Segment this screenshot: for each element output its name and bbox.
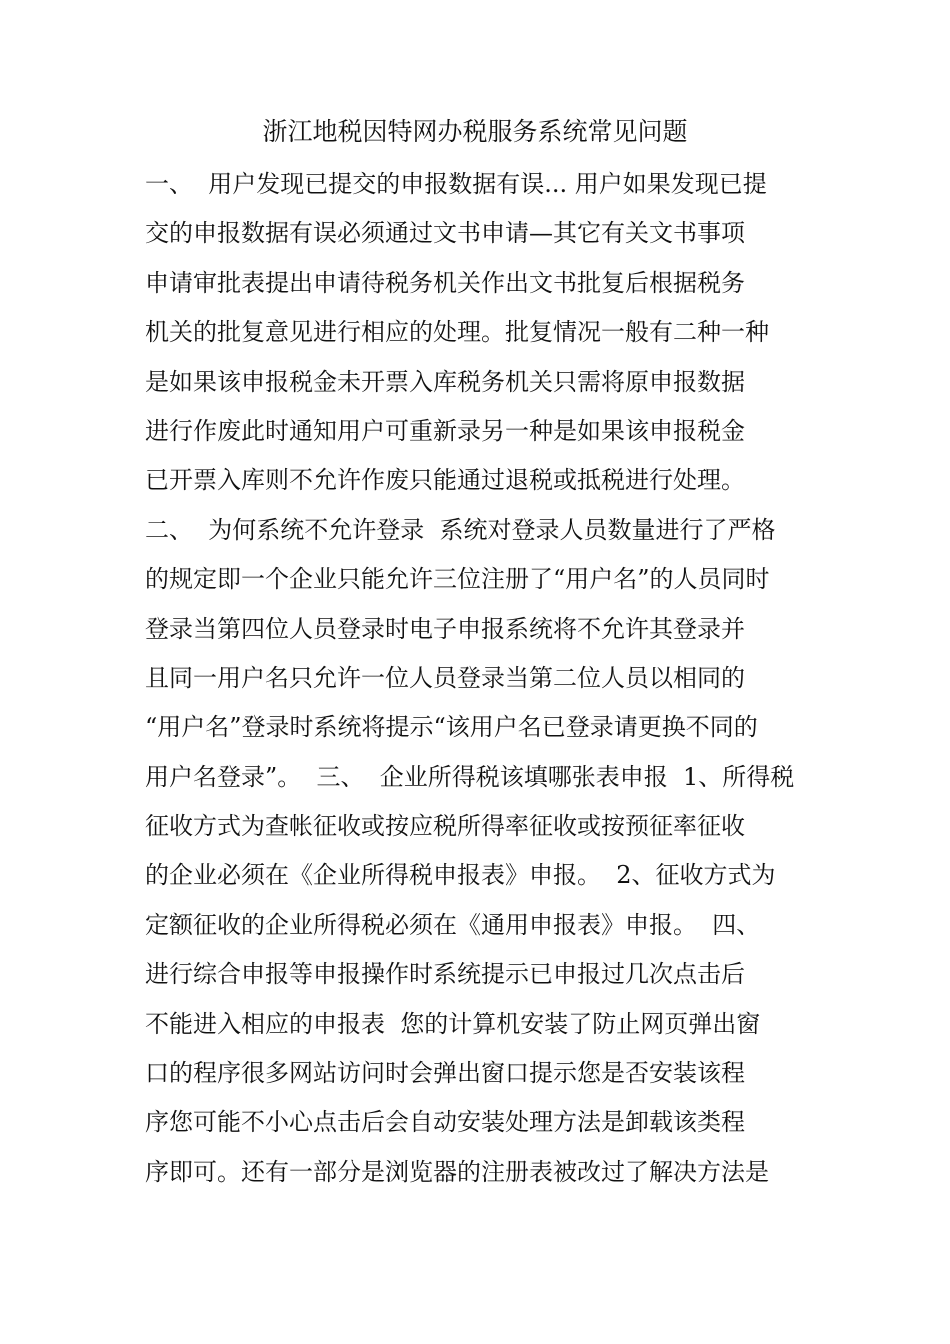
text-line: 且同一用户名只允许一位人员登录当第二位人员以相同的 — [145, 663, 745, 692]
text-line: 机关的批复意见进行相应的处理。批复情况一般有二种一种 — [145, 318, 769, 347]
text-line: 征收方式为查帐征收或按应税所得率征收或按预征率征收 — [145, 812, 745, 841]
text-line: 口的程序很多网站访问时会弹出窗口提示您是否安装该程 — [145, 1059, 745, 1088]
text-line: 不能进入相应的申报表 您的计算机安装了防止网页弹出窗 — [145, 1009, 761, 1038]
text-line: 进行综合申报等申报操作时系统提示已申报过几次点击后 — [145, 960, 745, 989]
text-line: 一、 用户发现已提交的申报数据有误... 用户如果发现已提 — [145, 170, 767, 198]
text-line: 是如果该申报税金未开票入库税务机关只需将原申报数据 — [145, 367, 745, 396]
text-line: 的企业必须在《企业所得税申报表》申报。 2、征收方式为 — [145, 861, 776, 890]
text-line: 序您可能不小心点击后会自动安装处理方法是卸载该类程 — [145, 1108, 745, 1137]
text-line: 登录当第四位人员登录时电子申报系统将不允许其登录并 — [145, 614, 745, 643]
text-line: 的规定即一个企业只能允许三位注册了“用户名”的人员同时 — [145, 565, 770, 594]
text-line: 用户名登录”。 三、 企业所得税该填哪张表申报 1、所得税 — [145, 762, 795, 791]
text-line: 交的申报数据有误必须通过文书申请—其它有关文书事项 — [145, 219, 745, 248]
text-line: 申请审批表提出申请待税务机关作出文书批复后根据税务 — [145, 268, 745, 297]
text-line: 序即可。还有一部分是浏览器的注册表被改过了解决方法是 — [145, 1157, 769, 1186]
document-body — [145, 160, 817, 1197]
text-line: 已开票入库则不允许作废只能通过退税或抵税进行处理。 — [145, 466, 745, 495]
document-title: 浙江地税因特网办税服务系统常见问题 — [262, 117, 688, 146]
text-line: “用户名”登录时系统将提示“该用户名已登录请更换不同的 — [145, 713, 758, 742]
text-line: 二、 为何系统不允许登录 系统对登录人员数量进行了严格 — [145, 515, 776, 544]
text-line: 进行作废此时通知用户可重新录另一种是如果该申报税金 — [145, 416, 745, 445]
text-line: 定额征收的企业所得税必须在《通用申报表》申报。 四、 — [145, 910, 761, 939]
